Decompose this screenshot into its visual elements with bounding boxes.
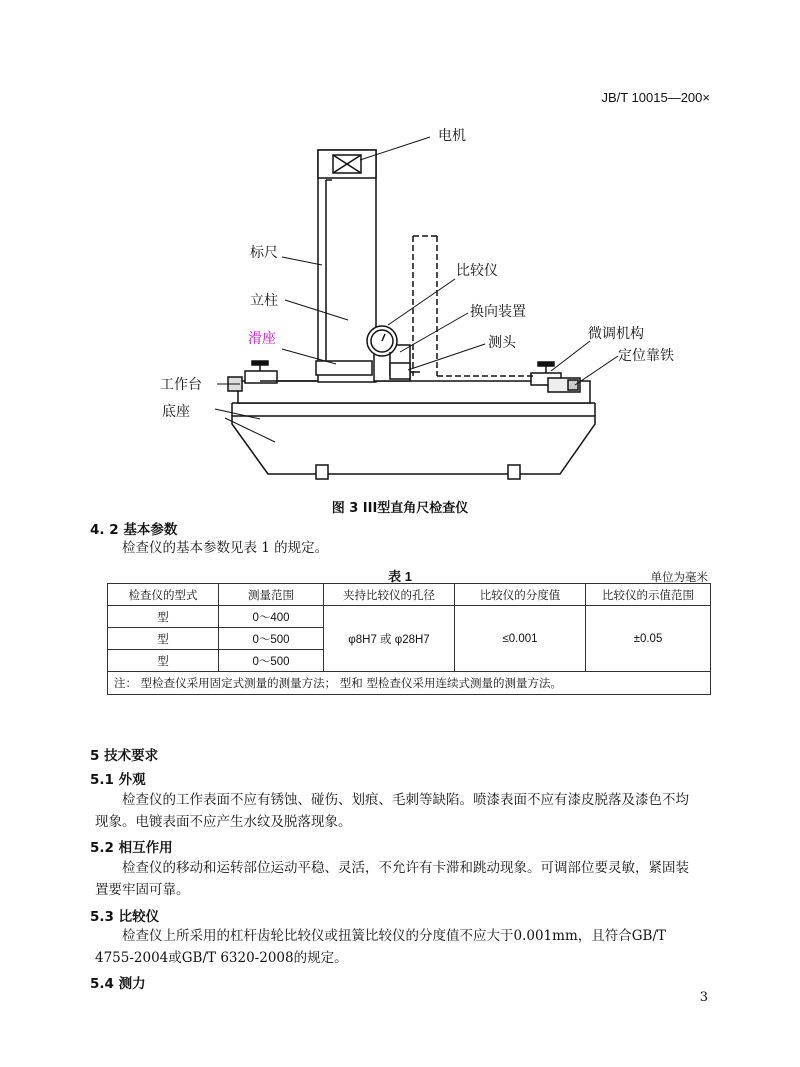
- label-slide: 滑座: [248, 331, 276, 347]
- header-bore: 夹持比较仪的孔径: [324, 584, 455, 606]
- document-code: JB/T 10015—200×: [601, 90, 710, 105]
- heading-4-2: 4. 2 基本参数: [90, 522, 178, 538]
- cell-type: 型: [108, 650, 219, 672]
- para-5-3-line2: 4755-2004或GB/T 6320-2008的规定。: [95, 950, 348, 966]
- heading-5-2: 5.2 相互作用: [90, 840, 173, 856]
- label-worktable: 工作台: [160, 377, 202, 393]
- heading-5-4: 5.4 测力: [90, 976, 146, 992]
- label-motor: 电机: [438, 128, 466, 144]
- para-5-1-line2: 现象。电镀表面不应产生水纹及脱落现象。: [95, 814, 352, 830]
- header-range: 测量范围: [219, 584, 324, 606]
- foot-right: [508, 465, 520, 479]
- cell-range: 0～500: [219, 650, 324, 672]
- cell-division: ≤0.001: [455, 606, 586, 672]
- figure-3-diagram: [0, 110, 800, 495]
- table-note-row: [108, 672, 711, 695]
- slide-block: [316, 361, 372, 375]
- table-note: 注： 型检查仪采用固定式测量的测量方法； 型和 型检查仪采用连续式测量的测量方法。: [108, 672, 711, 695]
- label-fine-adjust: 微调机构: [588, 326, 644, 342]
- label-reversing: 换向装置: [470, 304, 526, 320]
- header-type: 检查仪的型式: [108, 584, 219, 606]
- label-probe: 测头: [488, 335, 516, 351]
- table-title: 表 1: [388, 569, 412, 584]
- para-5-3-line1: 检查仪上所采用的杠杆齿轮比较仪或扭簧比较仪的分度值不应大于0.001mm，且符合GB/T: [122, 928, 667, 944]
- cell-indication: ±0.05: [586, 606, 711, 672]
- label-locating-iron: 定位靠铁: [618, 348, 674, 364]
- label-comparator: 比较仪: [456, 263, 498, 279]
- para-4-2: 检查仪的基本参数见表 1 的规定。: [122, 540, 329, 556]
- cell-range: 0～400: [219, 606, 324, 628]
- para-5-2-line1: 检查仪的移动和运转部位运动平稳、灵活，不允许有卡滞和跳动现象。可调部位要灵敏，紧固装: [122, 860, 689, 876]
- heading-5: 5 技术要求: [90, 748, 159, 764]
- header-indication: 比较仪的示值范围: [586, 584, 711, 606]
- label-base: 底座: [162, 404, 190, 420]
- table-row: [108, 606, 711, 628]
- figure-caption: 图 3 III型直角尺检查仪: [331, 501, 469, 516]
- table-header-row: [108, 584, 711, 606]
- base-body: [232, 416, 595, 474]
- header-division: 比较仪的分度值: [455, 584, 586, 606]
- cell-range: 0～500: [219, 628, 324, 650]
- label-scale: 标尺: [250, 245, 278, 261]
- table-unit: 单位为毫米: [650, 570, 708, 584]
- cell-bore: φ8H7 或 φ28H7: [324, 606, 455, 672]
- para-5-2-line2: 置要牢固可靠。: [95, 882, 190, 898]
- cell-type: 型: [108, 628, 219, 650]
- heading-5-1: 5.1 外观: [90, 772, 146, 788]
- heading-5-3: 5.3 比较仪: [90, 909, 160, 925]
- label-column: 立柱: [250, 293, 278, 309]
- foot-left: [316, 465, 328, 479]
- cell-type: 型: [108, 606, 219, 628]
- page-number: 3: [699, 990, 708, 1005]
- para-5-1-line1: 检查仪的工作表面不应有锈蚀、碰伤、划痕、毛刺等缺陷。喷漆表面不应有漆皮脱落及漆色不均: [122, 792, 689, 808]
- table-1: [107, 583, 711, 695]
